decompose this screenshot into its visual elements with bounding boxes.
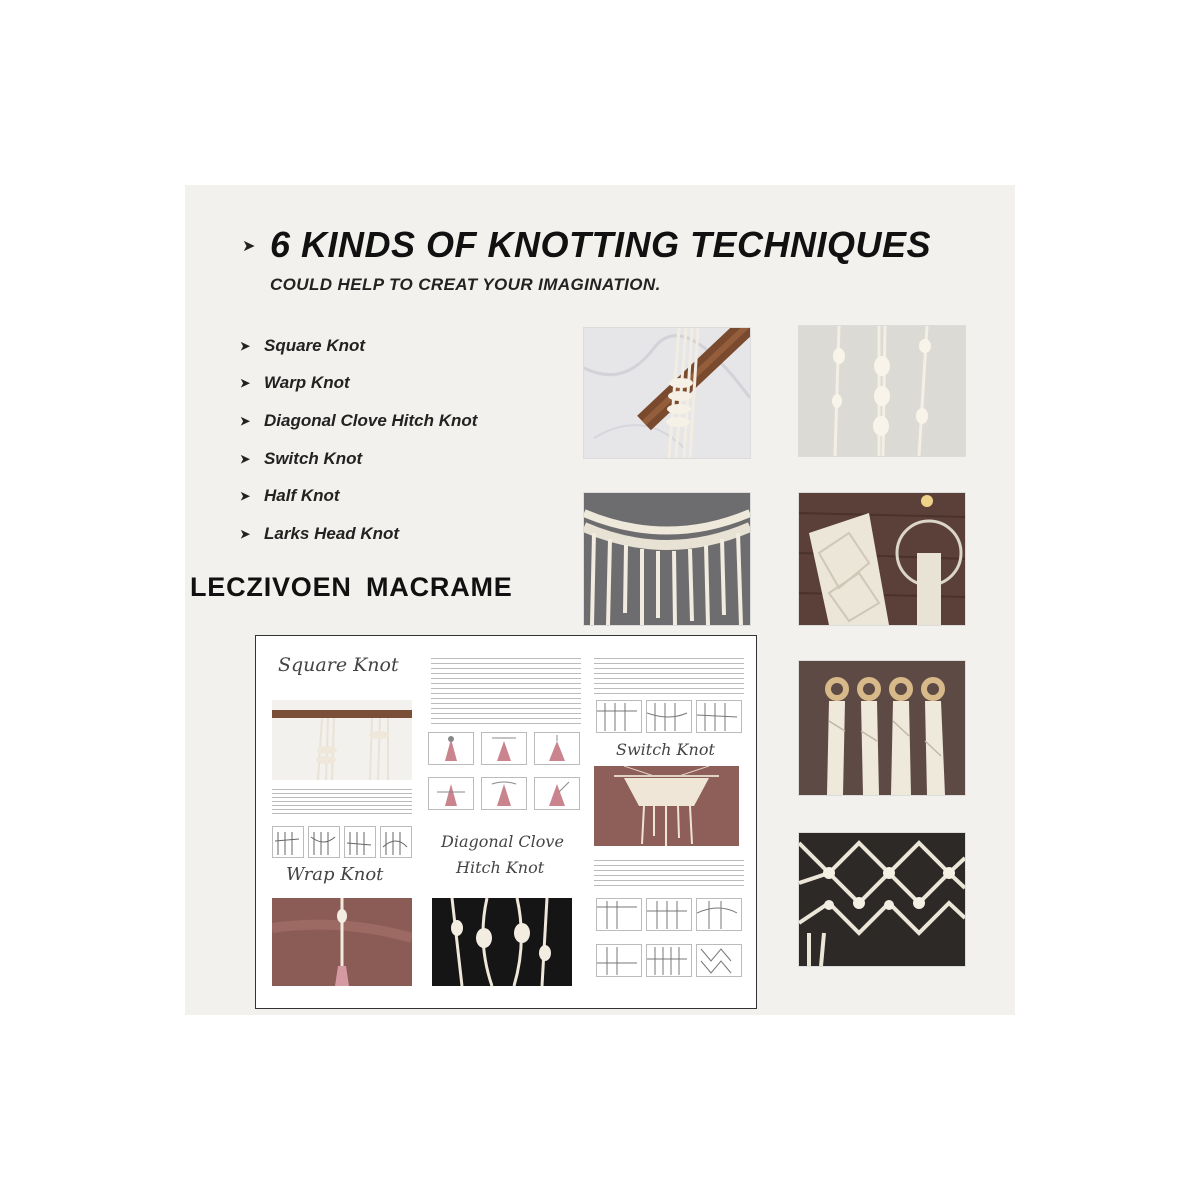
switch-knot-heading: Switch Knot xyxy=(616,740,715,759)
bullet-arrow-icon: ➤ xyxy=(240,338,251,353)
net-knot-photo xyxy=(798,832,966,967)
step-diagram xyxy=(596,700,642,733)
bullet-arrow-icon: ➤ xyxy=(240,526,251,541)
page-subtitle: COULD HELP TO CREAT YOUR IMAGINATION. xyxy=(270,275,661,294)
step-diagram xyxy=(308,826,340,858)
knot-label: Half Knot xyxy=(264,486,340,506)
square-knot-heading: Square Knot xyxy=(278,654,399,676)
list-item xyxy=(240,402,477,440)
square-knot-image xyxy=(272,700,412,780)
step-diagram xyxy=(344,826,376,858)
tassel-step xyxy=(481,732,527,765)
step-diagram xyxy=(596,898,642,931)
text-lines xyxy=(594,856,744,886)
diagonal-knot-image xyxy=(432,898,572,986)
step-diagram xyxy=(696,898,742,931)
tassel-step xyxy=(534,777,580,810)
tassel-step xyxy=(428,732,474,765)
tassel-step xyxy=(534,732,580,765)
square-knot-photo xyxy=(583,327,751,459)
step-diagram xyxy=(696,700,742,733)
diagonal-knot-heading-line2: Hitch Knot xyxy=(456,858,545,877)
list-item xyxy=(240,477,477,515)
wrap-knot-heading: Wrap Knot xyxy=(286,864,384,885)
step-diagram xyxy=(272,826,304,858)
bullet-arrow-icon: ➤ xyxy=(240,376,251,391)
text-lines xyxy=(594,654,744,694)
bullet-arrow-icon: ➤ xyxy=(240,413,251,428)
knot-label: Larks Head Knot xyxy=(264,523,400,543)
wall-hanging-photo xyxy=(798,492,966,626)
bullet-arrow-icon: ➤ xyxy=(240,489,251,504)
step-diagram xyxy=(646,700,692,733)
knot-label: Diagonal Clove Hitch Knot xyxy=(264,410,478,430)
knot-label: Square Knot xyxy=(264,335,366,355)
larks-head-photo xyxy=(798,660,966,796)
text-lines xyxy=(272,786,412,814)
step-diagram xyxy=(596,944,642,977)
fringe-photo xyxy=(583,492,751,626)
diagonal-knot-heading-line1: Diagonal Clove xyxy=(441,832,564,851)
step-diagram xyxy=(646,944,692,977)
bullet-arrow-icon: ➤ xyxy=(240,451,251,466)
knot-label: Switch Knot xyxy=(264,448,363,468)
page-title: 6 KINDS OF KNOTTING TECHNIQUES xyxy=(270,224,932,265)
step-diagram xyxy=(696,944,742,977)
wrap-knot-image xyxy=(272,898,412,986)
step-diagram xyxy=(646,898,692,931)
switch-knot-image xyxy=(594,766,739,846)
instruction-sheet xyxy=(255,635,757,1009)
warp-knot-photo xyxy=(798,325,966,457)
list-item xyxy=(240,365,477,403)
text-lines xyxy=(431,654,581,728)
brand-name: LECZIVOEN MACRAME xyxy=(190,572,513,602)
title-bullet-icon: ➤ xyxy=(242,238,256,255)
step-diagram xyxy=(380,826,412,858)
knot-list xyxy=(240,327,477,553)
tassel-step xyxy=(481,777,527,810)
list-item xyxy=(240,327,477,365)
knot-label: Warp Knot xyxy=(264,373,350,393)
list-item xyxy=(240,440,477,478)
tassel-step xyxy=(428,777,474,810)
list-item xyxy=(240,515,477,553)
